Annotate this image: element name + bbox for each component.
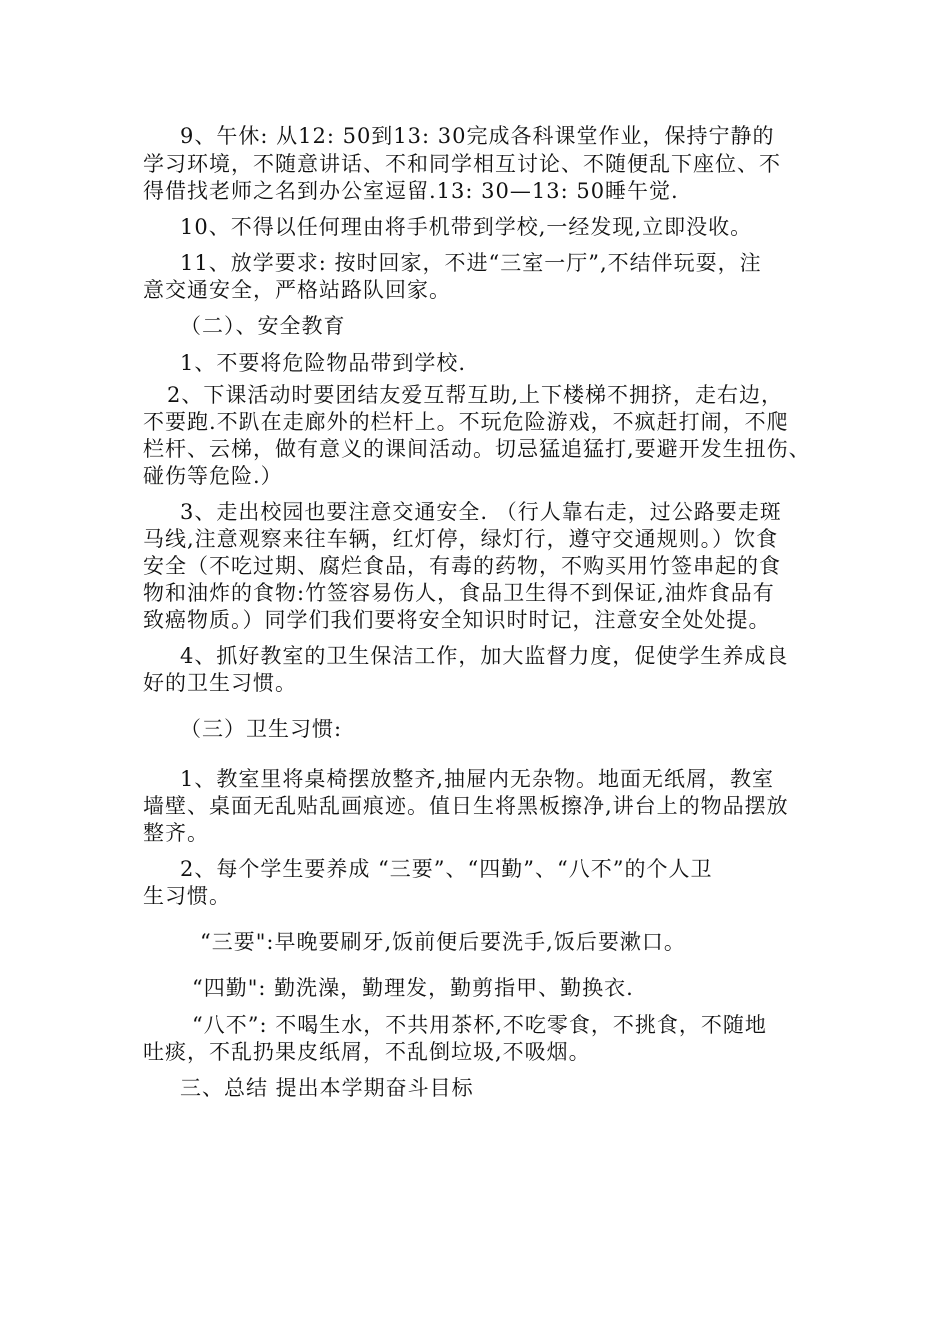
paragraph-line: 生习惯。 [143, 884, 231, 908]
paragraph-line: 10、不得以任何理由将手机带到学校,一经发现,立即没收。 [180, 215, 753, 239]
section-heading: （二）、安全教育 [180, 314, 346, 338]
paragraph-line: 吐痰，不乱扔果皮纸屑，不乱倒垃圾,不吸烟。 [143, 1040, 591, 1064]
paragraph-line: 物和油炸的食物:竹签容易伤人，食品卫生得不到保证,油炸食品有 [143, 581, 775, 605]
paragraph-line: 马线,注意观察来往车辆，红灯停，绿灯行，遵守交通规则。）饮食 [143, 527, 779, 551]
paragraph-line: 不要跑.不趴在走廊外的栏杆上。不玩危险游戏，不疯赶打闹，不爬 [143, 410, 789, 434]
paragraph-line: 好的卫生习惯。 [143, 671, 297, 695]
paragraph-line: 2、每个学生要养成 “三要”、“四勤”、“八不”的个人卫 [180, 857, 713, 881]
paragraph-line: 4、抓好教室的卫生保洁工作，加大监督力度，促使学生养成良 [180, 644, 789, 668]
paragraph-line: “三要":早晚要刷牙,饭前便后要洗手,饭后要漱口。 [200, 930, 686, 954]
paragraph-line: 1、不要将危险物品带到学校. [180, 351, 467, 375]
paragraph-line: 2、下课活动时要团结友爱互帮互助,上下楼梯不拥挤，走右边， [167, 383, 784, 407]
paragraph-line: 栏杆、云梯，做有意义的课间活动。切忌猛追猛打,要避开发生扭伤、 [143, 437, 811, 461]
paragraph-line: 安全（不吃过期、腐烂食品，有毒的药物，不购买用竹签串起的食 [143, 554, 781, 578]
paragraph-line: “四勤": 勤洗澡，勤理发，勤剪指甲、勤换衣. [192, 976, 634, 1000]
paragraph-line: 3、走出校园也要注意交通安全. （行人靠右走，过公路要走斑 [180, 500, 782, 524]
paragraph-line: 碰伤等危险.） [143, 464, 283, 488]
paragraph-line: 意交通安全，严格站路队回家。 [143, 278, 451, 302]
paragraph-line: “八不”: 不喝生水，不共用茶杯,不吃零食，不挑食，不随地 [192, 1013, 767, 1037]
paragraph-line: 9、午休: 从12: 50到13: 30完成各科课堂作业，保持宁静的 [180, 124, 775, 148]
section-heading: （三）卫生习惯: [180, 717, 343, 741]
section-heading: 三、总结 提出本学期奋斗目标 [180, 1076, 474, 1100]
paragraph-line: 11、放学要求: 按时回家，不进“三室一厅”,不结伴玩耍，注 [180, 251, 762, 275]
paragraph-line: 学习环境，不随意讲话、不和同学相互讨论、不随便乱下座位、不 [143, 152, 781, 176]
paragraph-line: 整齐。 [143, 821, 209, 845]
paragraph-line: 得借找老师之名到办公室逗留.13: 30—13: 50睡午觉. [143, 179, 679, 203]
paragraph-line: 墙壁、桌面无乱贴乱画痕迹。值日生将黑板擦净,讲台上的物品摆放 [143, 794, 789, 818]
paragraph-line: 1、教室里将桌椅摆放整齐,抽屉内无杂物。地面无纸屑，教室 [180, 767, 775, 791]
paragraph-line: 致癌物质。）同学们我们要将安全知识时时记，注意安全处处提。 [143, 608, 771, 632]
